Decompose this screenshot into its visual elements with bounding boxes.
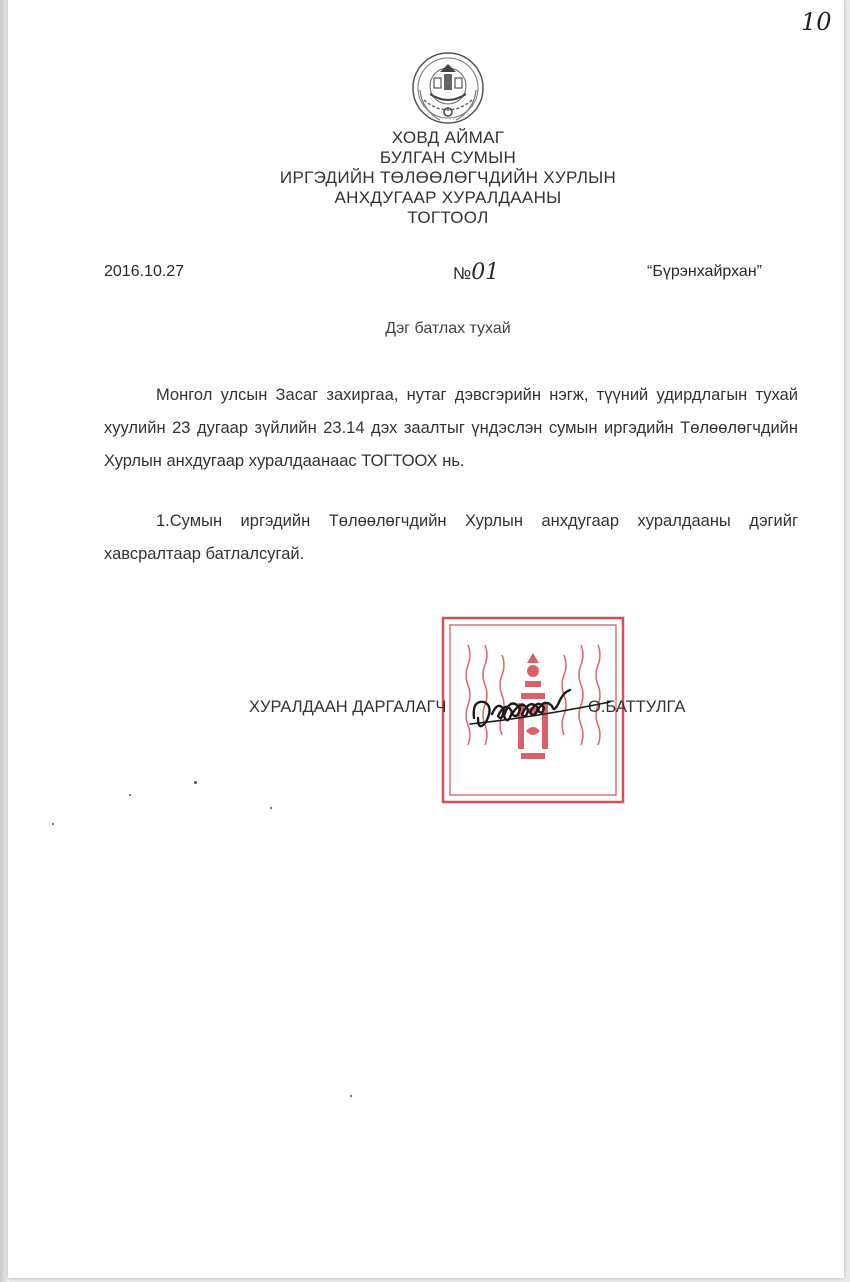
scan-speck [194, 781, 197, 784]
handwritten-page-number: 10 [801, 8, 832, 36]
header-line-session: АНХДУГААР ХУРАЛДААНЫ [334, 188, 562, 207]
handwritten-signature [466, 678, 616, 748]
state-emblem-icon [410, 50, 486, 128]
header-line-khural: ИРГЭДИЙН ТӨЛӨӨЛӨГЧДИЙН ХУРЛЫН [279, 168, 617, 187]
scan-speck [270, 807, 272, 809]
document-date: 2016.10.27 [104, 263, 185, 280]
scan-speck [129, 794, 131, 796]
signatory-name: О.БАТТУЛГА [588, 698, 686, 716]
document-page [8, 0, 844, 1278]
scan-speck [52, 823, 54, 825]
document-subject: Дэг батлах тухай [385, 320, 511, 337]
resolution-item-1: 1.Сумын иргэдийн Төлөөлөгчдийн Хурлын анхдугаар хуралдааны дэгийг хавсралтаар батлалсугай. [104, 512, 798, 563]
header-line-sum: БУЛГАН СУМЫН [379, 148, 517, 167]
document-place: “Бүрэнхайрхан” [647, 263, 762, 280]
document-number [453, 260, 499, 285]
number-value: 01 [471, 260, 500, 285]
document-header [8, 128, 850, 228]
header-line-resolution: ТОГТООЛ [407, 208, 489, 227]
preamble-paragraph: Монгол улсын Засаг захиргаа, нутаг дэвсгэрийн нэгж, түүний удирдлагын тухай хуулийн 23 дугаар зүйлийн 23.14 дэх заалтыг үндэслэн сумын иргэдийн Төлөөлөгчдийн Хурлын анхдугаар хуралдаанаас ТОГТООХ нь. [104, 386, 798, 470]
scan-speck [350, 1095, 352, 1097]
number-sign: № [453, 264, 472, 283]
header-line-aimag: ХОВД АЙМАГ [391, 128, 505, 147]
signatory-title: ХУРАЛДААН ДАРГАЛАГЧ [249, 698, 447, 716]
